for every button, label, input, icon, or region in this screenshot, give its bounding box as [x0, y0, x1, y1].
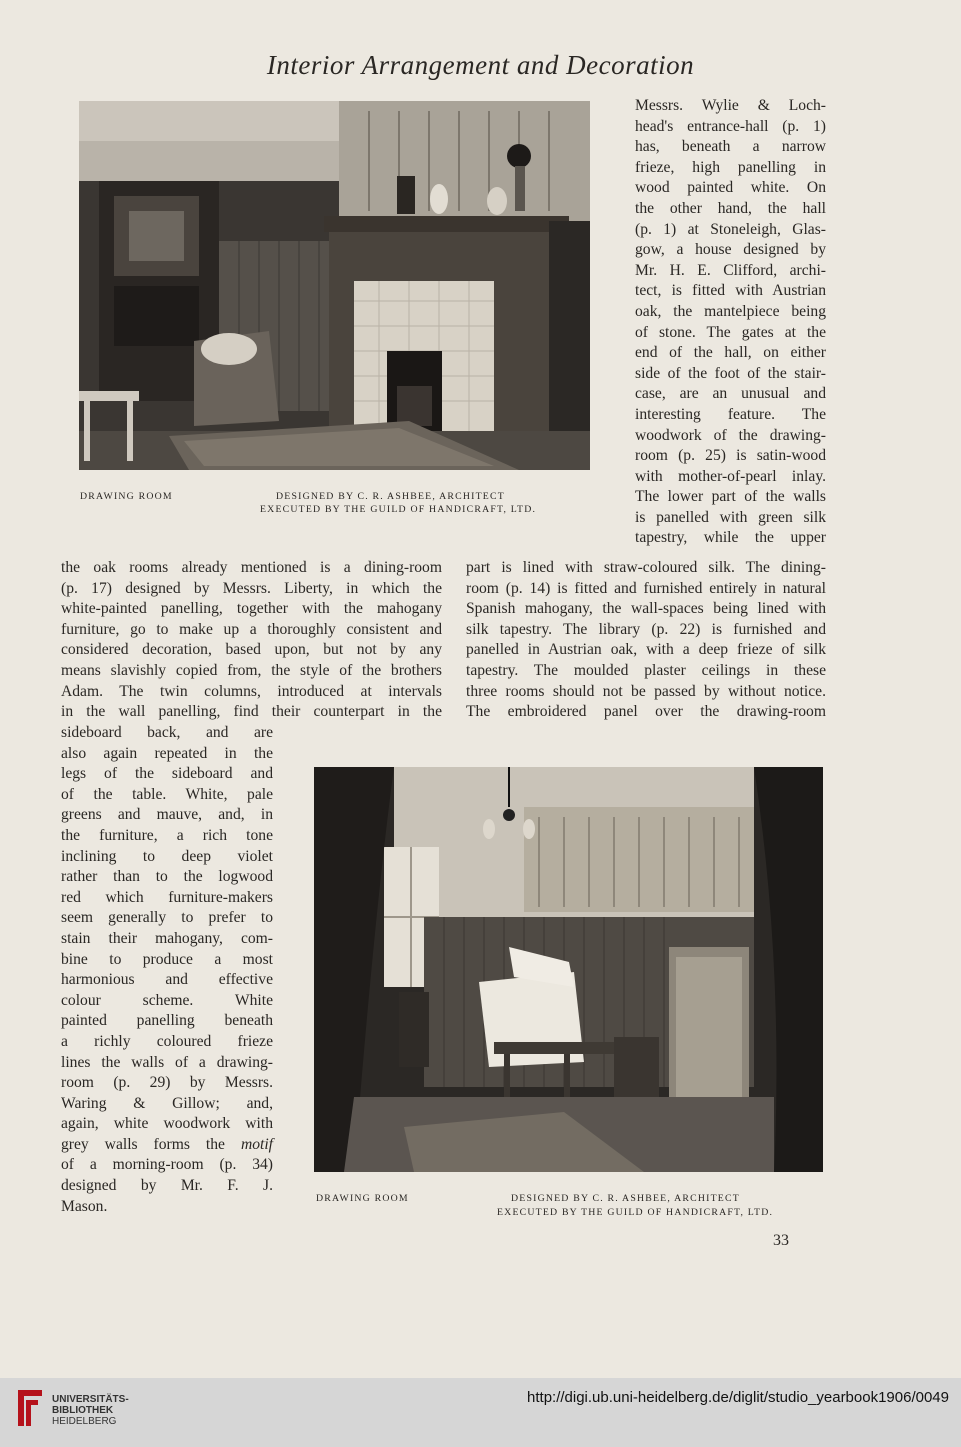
text-line: room (p. 29) by Messrs. — [61, 1074, 273, 1092]
text-left-mid — [61, 558, 442, 723]
text-line: Mason. — [61, 1197, 108, 1215]
text-line: considered decoration, based upon, but not by any — [61, 641, 442, 659]
text-line: rather than to the logwood — [61, 868, 273, 886]
text-line: sideboard back, and are — [61, 724, 273, 741]
top-photo-caption-right-1: DESIGNED BY C. R. ASHBEE, ARCHITECT — [276, 491, 505, 502]
text-line: means slavishly copied from, the style of the brothers — [61, 661, 442, 679]
text-line: part is lined with straw-coloured silk. The dining- — [466, 559, 826, 576]
text-line: woodwork of the drawing- — [635, 426, 826, 444]
bottom-photo-caption-left: DRAWING ROOM — [316, 1193, 409, 1204]
text-line: the other hand, the hall — [635, 199, 826, 217]
text-line: the furniture, a rich tone — [61, 826, 273, 844]
text-line: panelled in Austrian oak, with a deep frieze of silk — [466, 641, 826, 659]
text-line: three rooms should not be passed by without notice. — [466, 682, 826, 700]
text-line: legs of the sideboard and — [61, 765, 273, 783]
fireplace-photo-illustration — [79, 101, 590, 470]
library-logo-icon — [12, 1386, 46, 1430]
text-line: again, white woodwork with — [61, 1115, 273, 1133]
text-line: bine to produce a most — [61, 950, 273, 968]
logo-line-2: BIBLIOTHEK — [52, 1405, 114, 1416]
text-line: inclining to deep violet — [61, 847, 273, 865]
text-line: white-painted panelling, together with the mahogany — [61, 600, 442, 618]
text-line: Spanish mahogany, the wall-spaces being lined with — [466, 600, 826, 618]
text-line: also again repeated in the — [61, 744, 273, 762]
text-line-with-italic — [61, 1135, 273, 1156]
text-line: case, are an unusual and — [635, 385, 826, 403]
italic-word-motif: motif — [240, 1135, 273, 1153]
text-line: Mr. H. E. Clifford, archi- — [635, 261, 826, 279]
page-number: 33 — [773, 1232, 789, 1249]
text-line: colour scheme. White — [61, 991, 273, 1009]
text-line: of stone. The gates at the — [635, 323, 826, 341]
text-line: tapestry. The moulded plaster ceilings in these — [466, 661, 826, 679]
text-line: painted panelling beneath — [61, 1012, 273, 1030]
text-right-mid — [466, 558, 826, 723]
logo-line-1: UNIVERSITÄTS- — [52, 1394, 129, 1405]
text-line: is panelled with green silk — [635, 508, 826, 526]
text-line: of a morning-room (p. 34) — [61, 1156, 273, 1174]
text-segment: grey walls forms the — [61, 1135, 225, 1153]
text-line: Messrs. Wylie & Loch- — [635, 97, 826, 114]
text-line: tapestry, while the upper — [635, 529, 826, 547]
text-line: Waring & Gillow; and, — [61, 1094, 273, 1112]
text-line: interesting feature. The — [635, 405, 826, 423]
text-line: end of the hall, on either — [635, 344, 826, 362]
text-line: side of the foot of the stair- — [635, 364, 826, 382]
text-line: (p. 17) designed by Messrs. Liberty, in which the — [61, 579, 442, 597]
text-line: The lower part of the walls — [635, 488, 826, 506]
running-header: Interior Arrangement and Decoration — [266, 50, 695, 80]
text-line: seem generally to prefer to — [61, 909, 273, 927]
text-line: lines the walls of a drawing- — [61, 1053, 273, 1071]
text-line: furniture, go to make up a thoroughly consistent and — [61, 620, 442, 638]
text-line: head's entrance-hall (p. 1) — [635, 117, 826, 135]
text-line: the oak rooms already mentioned is a dining-room — [61, 559, 442, 576]
piano-room-photo-illustration — [314, 767, 823, 1172]
text-line: a richly coloured frieze — [61, 1032, 273, 1050]
text-line: room (p. 25) is satin-wood — [635, 447, 826, 465]
text-line: Adam. The twin columns, introduced at intervals — [61, 682, 442, 700]
text-line: designed by Mr. F. J. — [61, 1177, 273, 1195]
bottom-photo-caption-right-1: DESIGNED BY C. R. ASHBEE, ARCHITECT — [511, 1193, 740, 1204]
text-line: frieze, high panelling in — [635, 158, 826, 176]
text-line: of the table. White, pale — [61, 785, 273, 803]
text-line: stain their mahogany, com- — [61, 929, 273, 947]
text-line: wood painted white. On — [635, 179, 826, 197]
text-line: room (p. 14) is fitted and furnished entirely in natural — [466, 579, 826, 597]
text-right-top — [635, 96, 826, 549]
text-left-narrow — [61, 723, 273, 1217]
text-line: greens and mauve, and, in — [61, 806, 273, 824]
text-line: The embroidered panel over the drawing-room — [466, 703, 826, 721]
library-logo-text — [52, 1394, 129, 1427]
photo-drawing-room-fireplace — [79, 101, 590, 470]
text-line: harmonious and effective — [61, 971, 273, 989]
text-line: red which furniture-makers — [61, 888, 273, 906]
bottom-photo-caption-right-2: EXECUTED BY THE GUILD OF HANDICRAFT, LTD. — [497, 1207, 774, 1218]
logo-line-3: HEIDELBERG — [52, 1416, 117, 1427]
text-line: oak, the mantelpiece being — [635, 302, 826, 320]
text-line: gow, a house designed by — [635, 241, 826, 259]
text-line: (p. 1) at Stoneleigh, Glas- — [635, 220, 826, 238]
text-line: with mother-of-pearl inlay. — [635, 467, 826, 485]
top-photo-caption-right-2: EXECUTED BY THE GUILD OF HANDICRAFT, LTD. — [260, 504, 537, 515]
text-line: tect, is fitted with Austrian — [635, 282, 826, 300]
text-line: silk tapestry. The library (p. 22) is furnished and — [466, 620, 826, 638]
photo-drawing-room-piano — [314, 767, 823, 1172]
text-line: has, beneath a narrow — [635, 138, 826, 156]
source-url-link[interactable]: http://digi.ub.uni-heidelberg.de/diglit/studio_yearbook1906/0049 — [527, 1389, 949, 1406]
text-line: in the wall panelling, find their counterpart in the — [61, 703, 442, 721]
top-photo-caption-left: DRAWING ROOM — [80, 491, 173, 502]
